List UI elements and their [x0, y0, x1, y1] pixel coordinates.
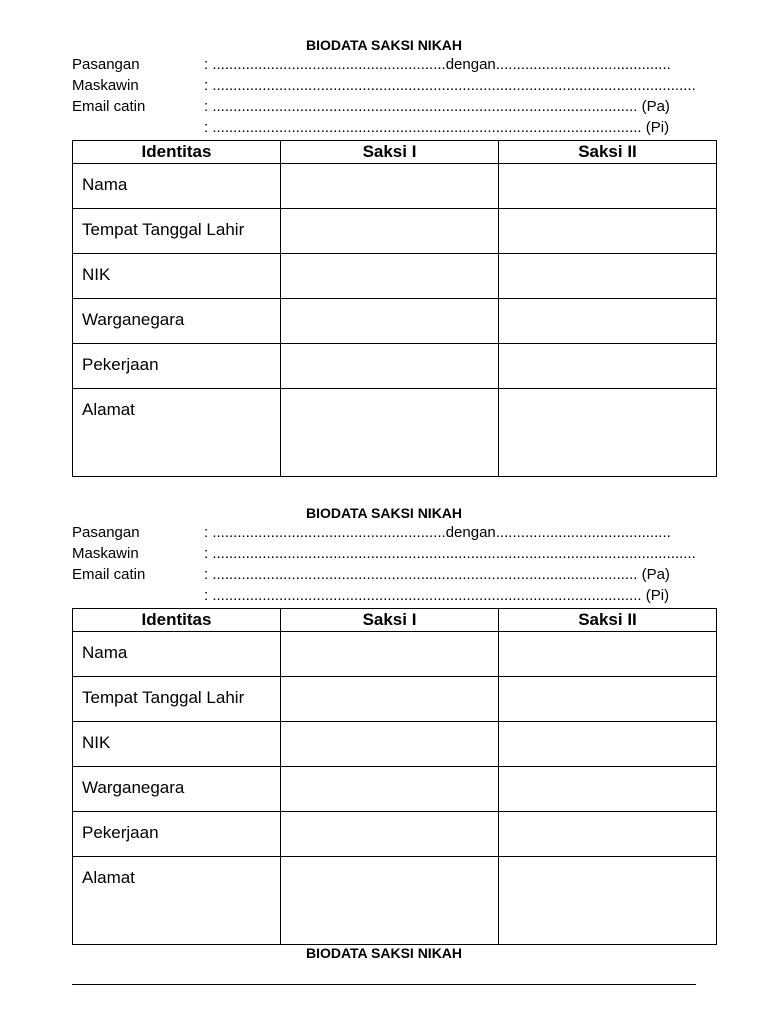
cell-saksi-1-nik[interactable] — [281, 722, 499, 767]
header-saksi-2: Saksi II — [499, 141, 717, 164]
maskawin-label: Maskawin — [72, 545, 139, 562]
row-label-nik: NIK — [73, 722, 281, 767]
maskawin-field[interactable]: : .................................................................................................................... — [204, 545, 696, 562]
email-pi-row — [72, 117, 716, 138]
maskawin-label: Maskawin — [72, 77, 139, 94]
cell-saksi-1-nik[interactable] — [281, 254, 499, 299]
header-identitas: Identitas — [73, 609, 281, 632]
email-pi-field[interactable]: : ....................................................................................................... (Pi) — [204, 587, 670, 604]
maskawin-row — [72, 543, 716, 564]
biodata-form-1 — [72, 36, 716, 477]
cell-saksi-2-nik[interactable] — [499, 722, 717, 767]
cell-saksi-2-nik[interactable] — [499, 254, 717, 299]
email-pa-row — [72, 96, 716, 117]
row-label-alamat: Alamat — [73, 857, 281, 945]
header-identitas: Identitas — [73, 141, 281, 164]
pasangan-row — [72, 522, 716, 543]
row-label-alamat: Alamat — [73, 389, 281, 477]
cell-saksi-2-nama[interactable] — [499, 164, 717, 209]
cell-saksi-2-ttl[interactable] — [499, 209, 717, 254]
cell-saksi-1-warganegara[interactable] — [281, 767, 499, 812]
row-label-warganegara: Warganegara — [73, 299, 281, 344]
cell-saksi-2-warganegara[interactable] — [499, 767, 717, 812]
header-saksi-2: Saksi II — [499, 609, 717, 632]
maskawin-row — [72, 75, 716, 96]
row-label-pekerjaan: Pekerjaan — [73, 344, 281, 389]
pasangan-field[interactable]: : ........................................................dengan.......................................... — [204, 56, 671, 73]
cell-saksi-2-alamat[interactable] — [499, 389, 717, 477]
pasangan-row — [72, 54, 716, 75]
pasangan-label: Pasangan — [72, 524, 140, 541]
cell-saksi-1-alamat[interactable] — [281, 857, 499, 945]
email-pi-row — [72, 585, 716, 606]
identity-table — [72, 608, 717, 945]
email-label: Email catin — [72, 98, 146, 115]
cell-saksi-1-alamat[interactable] — [281, 389, 499, 477]
row-label-ttl: Tempat Tanggal Lahir — [73, 677, 281, 722]
pasangan-field[interactable]: : ........................................................dengan.......................................... — [204, 524, 671, 541]
divider-line — [72, 984, 696, 985]
cell-saksi-1-nama[interactable] — [281, 632, 499, 677]
cell-saksi-2-pekerjaan[interactable] — [499, 812, 717, 857]
email-pi-field[interactable]: : ....................................................................................................... (Pi) — [204, 119, 670, 136]
cell-saksi-1-pekerjaan[interactable] — [281, 344, 499, 389]
cell-saksi-2-warganegara[interactable] — [499, 299, 717, 344]
cell-saksi-2-ttl[interactable] — [499, 677, 717, 722]
row-label-nama: Nama — [73, 632, 281, 677]
biodata-form-2 — [72, 504, 716, 945]
identity-table — [72, 140, 717, 477]
row-label-warganegara: Warganegara — [73, 767, 281, 812]
cell-saksi-1-ttl[interactable] — [281, 677, 499, 722]
email-pa-field[interactable]: : ...................................................................................................... (Pa) — [204, 98, 670, 115]
row-label-ttl: Tempat Tanggal Lahir — [73, 209, 281, 254]
cell-saksi-2-pekerjaan[interactable] — [499, 344, 717, 389]
row-label-nik: NIK — [73, 254, 281, 299]
email-label: Email catin — [72, 566, 146, 583]
cell-saksi-1-ttl[interactable] — [281, 209, 499, 254]
form-title: BIODATA SAKSI NIKAH — [305, 37, 463, 53]
form-title: BIODATA SAKSI NIKAH — [305, 505, 463, 521]
header-saksi-1: Saksi I — [281, 609, 499, 632]
cell-saksi-1-nama[interactable] — [281, 164, 499, 209]
maskawin-field[interactable]: : .................................................................................................................... — [204, 77, 696, 94]
pasangan-label: Pasangan — [72, 56, 140, 73]
header-saksi-1: Saksi I — [281, 141, 499, 164]
cell-saksi-1-warganegara[interactable] — [281, 299, 499, 344]
cell-saksi-2-nama[interactable] — [499, 632, 717, 677]
email-pa-row — [72, 564, 716, 585]
cell-saksi-1-pekerjaan[interactable] — [281, 812, 499, 857]
form-title-3: BIODATA SAKSI NIKAH — [305, 945, 463, 961]
email-pa-field[interactable]: : ...................................................................................................... (Pa) — [204, 566, 670, 583]
row-label-pekerjaan: Pekerjaan — [73, 812, 281, 857]
row-label-nama: Nama — [73, 164, 281, 209]
cell-saksi-2-alamat[interactable] — [499, 857, 717, 945]
